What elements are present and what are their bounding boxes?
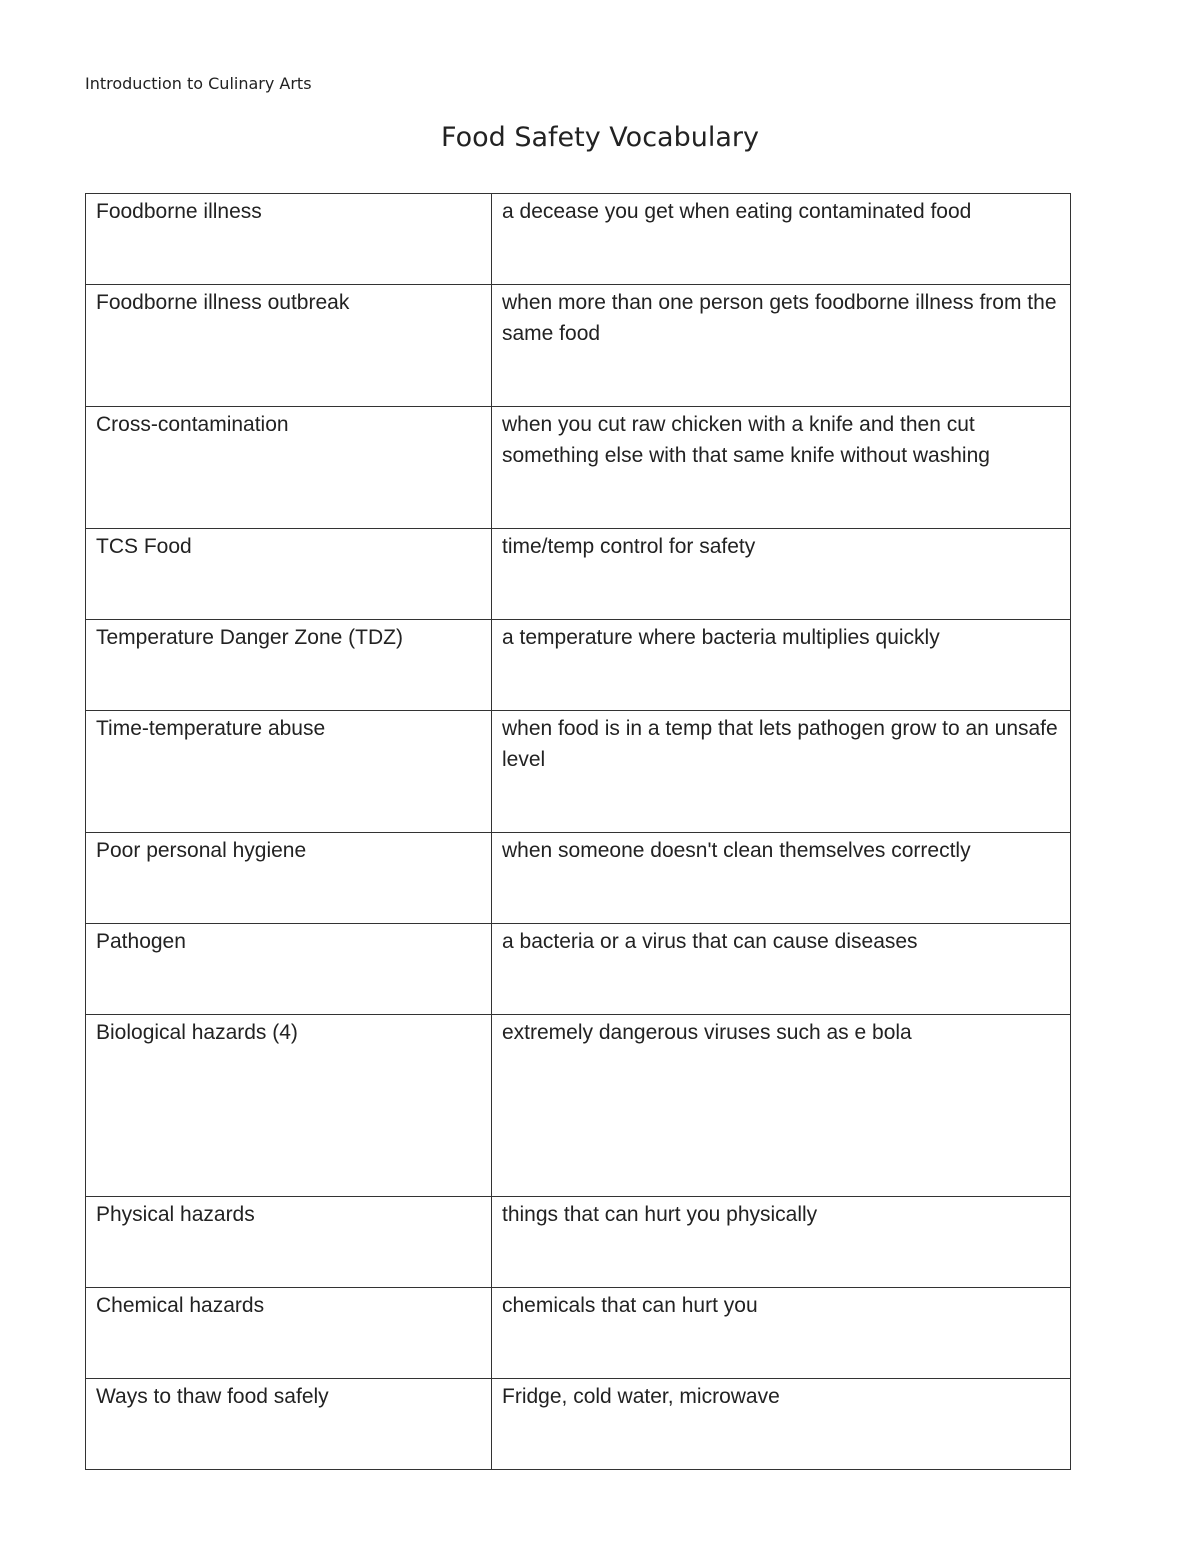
term-cell: TCS Food [86, 529, 492, 620]
definition-cell: chemicals that can hurt you [492, 1288, 1071, 1379]
term-cell: Biological hazards (4) [86, 1015, 492, 1197]
definition-cell: when food is in a temp that lets pathogen grow to an unsafe level [492, 711, 1071, 833]
table-row [86, 620, 1071, 711]
term-cell: Ways to thaw food safely [86, 1379, 492, 1470]
definition-cell: a decease you get when eating contaminated food [492, 194, 1071, 285]
definition-cell: a temperature where bacteria multiplies quickly [492, 620, 1071, 711]
definition-cell: Fridge, cold water, microwave [492, 1379, 1071, 1470]
table-row [86, 711, 1071, 833]
page-title: Food Safety Vocabulary [441, 122, 759, 153]
table-row [86, 924, 1071, 1015]
definition-cell: time/temp control for safety [492, 529, 1071, 620]
definition-cell: extremely dangerous viruses such as e bola [492, 1015, 1071, 1197]
table-row [86, 529, 1071, 620]
table-row [86, 833, 1071, 924]
definition-cell: a bacteria or a virus that can cause diseases [492, 924, 1071, 1015]
course-name: Introduction to Culinary Arts [85, 74, 312, 93]
term-cell: Pathogen [86, 924, 492, 1015]
vocabulary-table [85, 193, 1071, 1470]
definition-cell: when someone doesn't clean themselves correctly [492, 833, 1071, 924]
table-row [86, 1015, 1071, 1197]
table-row [86, 1288, 1071, 1379]
table-row [86, 407, 1071, 529]
table-row [86, 285, 1071, 407]
term-cell: Chemical hazards [86, 1288, 492, 1379]
term-cell: Physical hazards [86, 1197, 492, 1288]
term-cell: Poor personal hygiene [86, 833, 492, 924]
term-cell: Foodborne illness outbreak [86, 285, 492, 407]
table-row [86, 1197, 1071, 1288]
term-cell: Temperature Danger Zone (TDZ) [86, 620, 492, 711]
definition-cell: when more than one person gets foodborne illness from the same food [492, 285, 1071, 407]
term-cell: Foodborne illness [86, 194, 492, 285]
definition-cell: things that can hurt you physically [492, 1197, 1071, 1288]
table-row [86, 194, 1071, 285]
term-cell: Cross-contamination [86, 407, 492, 529]
term-cell: Time-temperature abuse [86, 711, 492, 833]
table-row [86, 1379, 1071, 1470]
definition-cell: when you cut raw chicken with a knife and then cut something else with that same knife without washing [492, 407, 1071, 529]
